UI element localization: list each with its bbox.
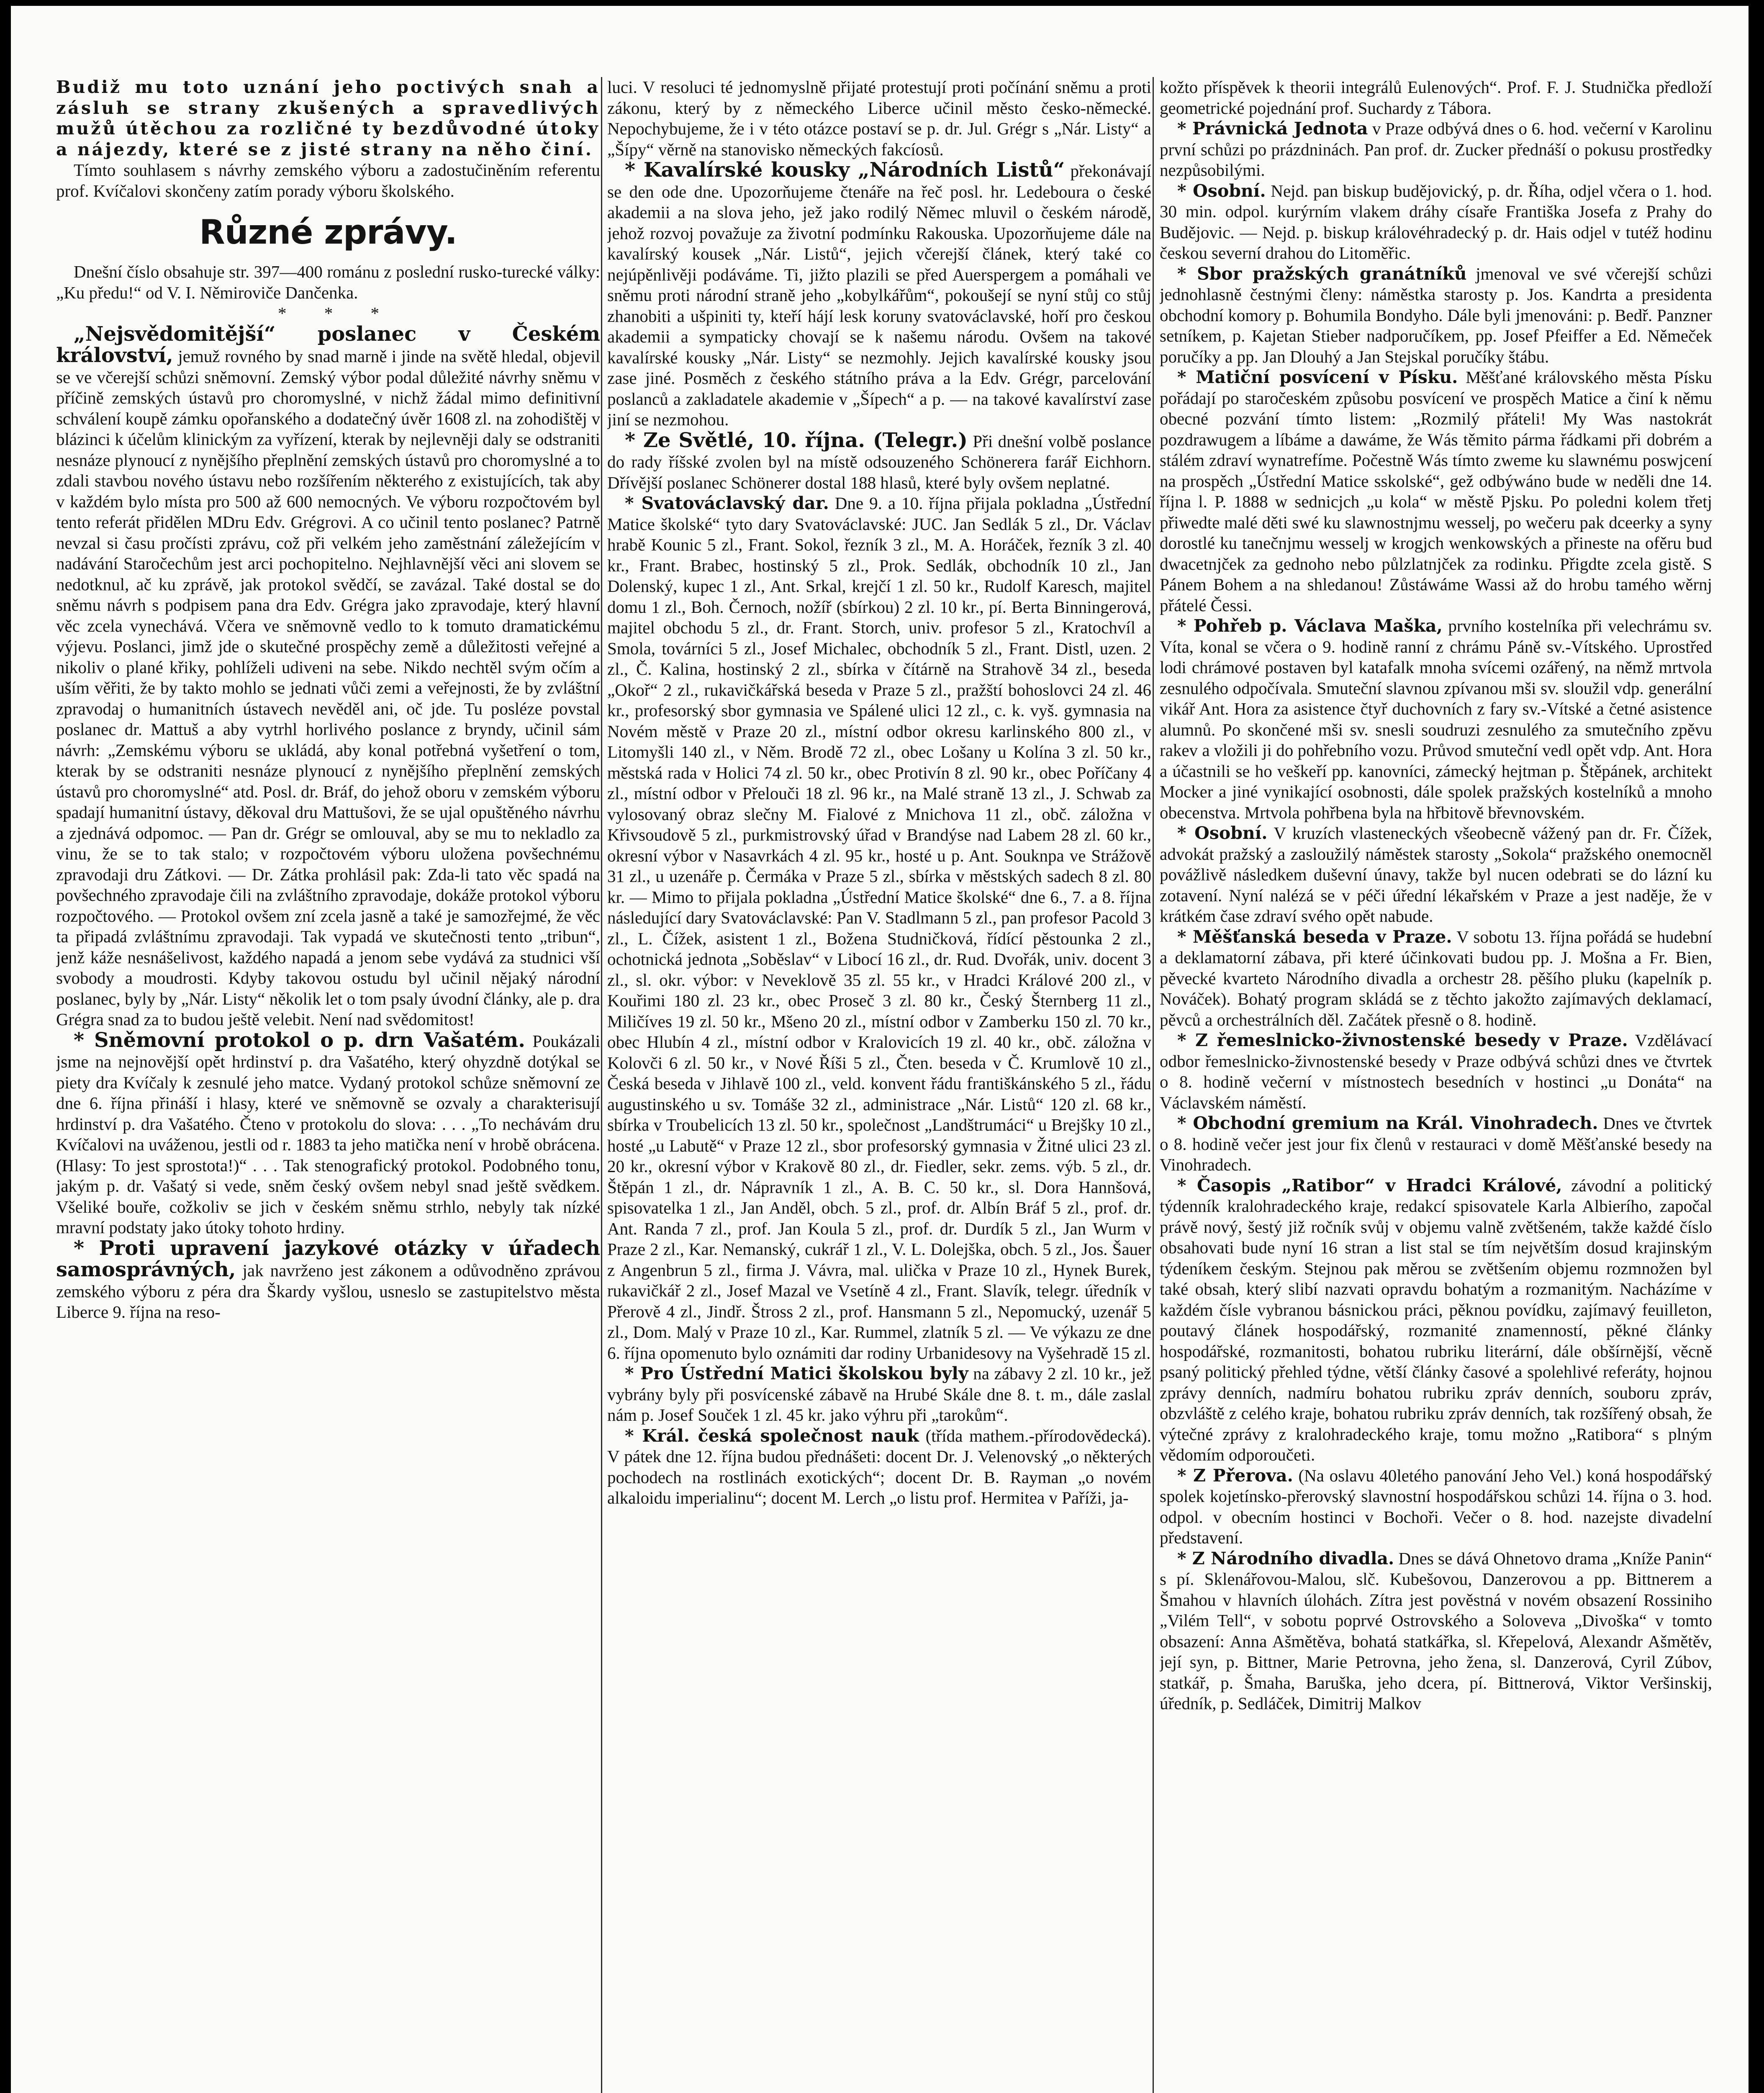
section-heading: Různé zprávy. xyxy=(199,213,457,252)
article-body: Poukázali jsme na nejnovější opět hrdinství p. dra Vašatého, který ohyzdně dotýkal se piety dra Kvíčaly k zesnulé jeho matce. Vydaný protokol schůze sněmovní ze dne 6. října přináší i hlasy, které ve sněmovně se ozvaly a charakterisují hrdinství p. dra Vašatého. Čteno v protokolu do slova: . . . „To nechávám dru Kvíčalovi na uváženou, jestli od r. 1883 ta jeho matička není v hrobě obrácena. (Hlasy: To jest sprostota!)“ . . . Tak stenografický protokol. Podobného tonu, jakým p. dr. Vašatý si vede, sněm český ovšem nebyl snad ještě svědkem. Všeliké bouře, cožkoliv se jich v českém sněmu strhlo, nebyly tak nízké mravní podstaty jako útoky tohoto hrdiny. xyxy=(56,1031,600,1237)
today-notice: Dnešní číslo obsahuje str. 397—400 románu z poslední rusko-turecké války: „Ku předu!“ od V. I. Němiroviče Dančenka. xyxy=(56,262,600,302)
article-national-theatre: * Z Národního divadla. Dnes se dává Ohnetovo drama „Kníže Panin“ s pí. Sklenářovou-Malou, slč. Kubešovou, Danzerovou a pp. Bittnerem a Šmahou v hlavních úlohách. Zítra jest pověstná v novém obsazení Rossiniho „Vilém Tell“, v sobotu poprvé Ostrovského a Soloveva „Divoška“ v tomto obsazení: Anna Ašmětěva, bohatá statkářka, sl. Křepelová, Alexandr Ašmětěv, její syn, p. Bittner, Marie Petrovna, jeho žena, sl. Danzerová, Cyril Zúbov, statkář, p. Šmaha, Baruška, jeho dcera, pí. Bittnerová, Viktor Veršinskij, úředník, p. Sedláček, Dimitrij Malkov xyxy=(1160,1548,1712,1713)
article-continuation: luci. V resoluci té jednomyslně přijaté protestují proti počínání sněmu a proti zákonu, který by z německého Liberce učinil město česko-německé. Nepochybujeme, že i v této otázce postaví se p. dr. Jul. Grégr s „Nár. Listy“ a „Šípy“ věrně na stanovisko německých fakcíosů. xyxy=(607,77,1151,159)
column-rule xyxy=(601,77,602,2093)
article-grenadiers: * Sbor pražských granátníků jmenoval ve své včerejší schůzi jednohlasně čestnými členy: náměstka starosty p. Jos. Kandrta a presidenta obchodní komory p. Bohumila Bondyho. Dále byli jmenováni: p. Bedř. Panzner setníkem, p. Kajetan Stieber nadporučíkem, pp. Josef Pfeiffer a Ed. Němeček poručíky a pp. Jan Dlouhý a Jan Stejskal poručíky štábu. xyxy=(1160,263,1712,366)
article-intro: Budiž mu toto uznání jeho poctivých snah a zásluh se strany zkušených a spravedlivých mužů útěchou za rozličné ty bezdůvodné útoky a nájezdy, které se z jisté strany na něho činí. xyxy=(56,77,600,159)
article-body: Při dnešní volbě poslance do rady říšské zvolen byl na místě odsouzeného Schönerera farář Eichhorn. Dřívější poslanec Schönerer dostal 188 hlasů, které byly ovšem neplatné. xyxy=(607,431,1151,492)
article-body: jemuž rovného by snad marně i jinde na světě hledal, objevil se ve včerejší schůzi sněmovní. Zemský výbor podal důležité návrhy sněmu v příčině zemských ústavů pro choromyslné, v nichž žádal mimo definitivní schválení koupě zámku opořanského a dodatečný úvěr 1608 zl. na zohodištěj v blázinci k účelům klinickým za vyřízení, kterak by nejlevněji daly se odstraniti nesnáze plynoucí z nynějšího přeplnění zemských ústavů pro choromyslné a to zdali stavbou nového ústavu nebo rozšířením některého z existujících, tak aby v každém bylo místa pro 500 až 600 nemocných. Ve výboru rozpočtovém byl tento referát přidělen MDru Edv. Grégrovi. A co učinil tento poslanec? Patrně nevzal si času pročísti zprávu, což při velkém jeho zaměstnání záležejícím v nadávání Staročechům jest arci pochopitelno. Nejhlavnější věci ani slovem se nedotknul, ač ku zprávě, jak protokol svědčí, se zavázal. Také dostal se do sněmu návrh s podpisem pana dra Edv. Grégra jako zpravodaje, který hlavní věc zcela vynechává. Včera ve sněmovně vedlo to k tomuto dramatickému výjevu. Poslanci, jimž jde o skutečné prospěchy země a důležitosti veřejné a nikoliv o plané křiky, pohlíželi udiveni na sebe. Nikdo nechtěl svým očím a uším věřiti, že by takto mohlo se jednati vůči zemi a veřejnosti, že by zvláštní zpravodaj o humanitních ústavech nevěděl ani, oč jde. Tu posléze povstal poslanec dr. Mattuš a aby vytrhl horlivého poslance z bryndy, učinil sám návrh: „Zemskému výboru se ukládá, aby konal potřebná vyšetření o tom, kterak by se odstraniti nesnáze plynoucí z nynějšího přeplnění zemských ústavů pro choromyslné“ atd. Posl. dr. Bráf, do jehož oboru v zemském výboru spadají humanitní ústavy, děkoval dru Mattušovi, že se ujal opuštěného návrhu a zjednává odpomoc. — Pan dr. Grégr se omlouval, aby se mu to nekladlo za vinu, že se to tak stalo; v rozpočtovém výboru uložena povšechnému zpravodaji dru Zátkovi. — Dr. Zátka prohlásil pak: Zda-li tato věc spadá na povšechného zpravodaje čili na zvláštního zpravodaje, dokáže protokol výboru rozpočtového. — Protokol ovšem zní zcela jasně a také je samozřejmé, že věc ta připadá zvláštnímu zpravodaji. Tak vypadá ve skutečnosti tento „tribun“, jenž káže nesnášelivost, každého napadá a jenom sebe vydává za studnici vší svobody a moudrosti. Kdyby takovou ostudu byl učinil nějaký národní poslanec, byly by „Nár. Listy“ několik let o tom psaly úvodní články, ale p. dra Grégra snad za to budou ještě velebit. Není nad svědomitost! xyxy=(56,347,600,1029)
article-svetla xyxy=(607,430,1151,494)
article-personal: * Osobní. Nejd. pan biskup budějovický, p. dr. Říha, odjel včera o 1. hod. 30 min. odpol. kurýrním vlakem dráhy císaře Františka Josefa z Prahy do Budějovic. — Nejd. p. biskup královéhradecký p. dr. Hais odjel v tutéž hodinu českou severní drahou do Litoměřic. xyxy=(1160,180,1712,262)
article-trade-guild: * Obchodní gremium na Král. Vinohradech. Dnes ve čtvrtek o 8. hodině večer jest jour fix členů v restauraci v domě Měšťanské besedy na Vinohradech. xyxy=(1160,1113,1712,1174)
article-title: * Proti upravení jazykové otázky v úřadech samosprávných, xyxy=(56,1236,600,1281)
article-legal-union: * Právnická Jednota v Praze odbývá dnes o 6. hod. večerní v Karolinu první schůzi po prázdninách. Pan prof. dr. Zucker přednáší o pokusu prostředky nezpůsobilými. xyxy=(1160,118,1712,180)
article-body: překonávají se den ode dne. Upozorňujeme čtenáře na řeč posl. hr. Ledeboura o české akademii a na slova jeho, jež jako rodilý Němec mluvil o českém národě, jehož rozvoj považuje za životní podmínku Rakouska. Upozorňujeme dále na kavalírský kousek „Nár. Listů“, jejich včerejší článek, který také co nejúpěnlivěji podáváme. Ti, jižto plazili se před Auerspergem a pomáhali ve sněmu proti národní straně jeho „kobylkářům“, pokoušejí se nyní stůj co stůj zhanobiti a ušpiniti ty, kteří hájí lesk koruny svatováclavské, hoří pro českou akademii a sympaticky chovají se k našemu národu. Ovšem na takové kavalírské kousky „Nár. Listy“ se nezmohly. Jejich kavalírské kousky jsou zase jiné. Posměch z českého státního práva a la Edv. Grégr, parcelování poslanců a zakladatele akademie v „Šípech“ a p. — na takové kavalírství zase jiní se nezmohou. xyxy=(607,161,1151,429)
article-burgher-club: * Měšťanská beseda v Praze. V sobotu 13. října pořádá se hudební a deklamatorní zábava, při které účinkovati budou pp. J. Mošna a Fr. Bien, pěvecké kvarteto Národního divadla a orchestr 28. pěšího pluku (kapelník p. Nováček). Bohatý program skládá se z těchto jakožto zajímavých deklamací, pěvců a orchestrálních děl. Začátek přesně o 8. hodině. xyxy=(1160,926,1712,1029)
article-wenceslas-gift xyxy=(607,493,1151,1363)
column-left xyxy=(56,77,600,2093)
article-title: * Král. česká společnost nauk xyxy=(625,1425,919,1446)
article-cavalier-pieces xyxy=(607,160,1151,430)
section-stars: * * * xyxy=(278,303,396,323)
article-body: (třída mathem.-přírodovědecká). V pátek dne 12. října budou přednášeti: docent Dr. J. Velenovský „o některých pochodech na rostlinách exotických“; docent Dr. B. Rayman „o novém alkaloidu imperialinu“; docent M. Lerch „o listu prof. Hermitea v Paříži, ja- xyxy=(607,1426,1151,1507)
article-prerov: * Z Přerova. (Na oslavu 40letého panování Jeho Vel.) koná hospodářský spolek kojetínsko-přerovský slavnostní hospodářskou schůzi 14. října o 3. hod. odpol. v obecním hostinci v Bochoři. Večer o 8. hod. nazejste divadelní představení. xyxy=(1160,1465,1712,1547)
article-craftsmen-club: * Z řemeslnicko-živnostenské besedy v Praze. Vzdělávací odbor řemeslnicko-živnostenské besedy v Praze odbývá schůzi dnes ve čtvrtek o 8. hodině večerní v místnostech besedních v hostinci „u Donáta“ na Václavském náměstí. xyxy=(1160,1030,1712,1112)
article-language-question xyxy=(56,1238,600,1323)
newspaper-page xyxy=(11,6,1749,2093)
article-title: * Kavalírské kousky „Národních Listů“ xyxy=(625,158,1065,182)
article-body: na zábavy 2 zl. 10 kr., jež vybrány byly při posvícenské zábavě na Hrubé Skále dne 8. t. m., dále zaslal nám p. Josef Souček 1 zl. 45 kr. jako výhru při „tarokům“. xyxy=(607,1364,1151,1424)
article-school-board: Tímto souhlasem s návrhy zemského výboru a zadostučiněním referentu prof. Kvíčalovi skončeny zatím porady výboru školského. xyxy=(56,160,600,201)
article-title: * Sněmovní protokol o p. drn Vašatém. xyxy=(74,1028,525,1052)
article-continuation: kožto příspěvek k theorii integrálů Eulenových“. Prof. F. J. Studnička předloží geometrické pojednání prof. Suchardy z Tábora. xyxy=(1160,77,1712,118)
article-title: * Svatováclavský dar. xyxy=(625,493,829,513)
column-middle xyxy=(607,77,1151,2093)
article-matice-donation xyxy=(607,1363,1151,1426)
article-royal-society xyxy=(607,1426,1151,1509)
article-title: „Nejsvědomitější“ poslanec v Českém království, xyxy=(56,322,600,367)
article-title: * Ze Světlé, 10. října. (Telegr.) xyxy=(625,428,968,452)
article-title: * Pro Ústřední Matici školskou byly xyxy=(625,1363,968,1383)
article-funeral: * Pohřeb p. Václava Maška, prvního kostelníka při velechrámu sv. Víta, konal se včera o 9. hodině ranní z chrámu Páně sv.-Vítského. Uprostřed lodi chrámové postaven byl katafalk mnoha svícemi ozářený, na němž mrtvola zesnulého odpočívala. Smuteční slavnou zpívanou mši sv. sloužil vdp. generální vikář Ant. Hora za asistence čtyř duchovních z fary sv.-Vítské a četné asistence alumnů. Po skončené mši sv. snesli soudruzi zesnulého za smutečního zpěvu rakev a vložili ji do pohřebního vozu. Průvod smuteční vedl opět vdp. Ant. Hora a účastnili se ho veškeří pp. kanovníci, zámecký hejtman p. Štěpánek, architekt Mocker a jiné vynikající osobnosti, dále spolek pražských kostelníků a mnoho obecenstva. Mrtvola pohřbena byla na hřbitově břevnovském. xyxy=(1160,616,1712,822)
article-body: Dne 9. a 10. října přijala pokladna „Ústřední Matice školské“ tyto dary Svatováclavské: JUC. Jan Sedlák 5 zl., Dr. Václav hrabě Kounic 5 zl., Frant. Sokol, řezník 3 zl., M. A. Horáček, řezník 3 zl. 40 kr., Frant. Brabec, hostinský 5 zl., Prok. Sedlák, obchodník 10 zl., Jan Dolenský, kupec 1 zl., Ant. Srkal, krejčí 1 zl. 50 kr., Rudolf Karesch, majitel domu 1 zl., Boh. Černoch, nožíř (sbírkou) 2 zl. 10 kr., pí. Berta Binningerová, majitel obchodu 5 zl., dr. Frant. Storch, univ. profesor 5 zl., Kratochvíl a Smola, továrníci 5 zl., Josef Michalec, obchodník 5 zl., Frant. Distl, uzen. 2 zl., Č. Kalina, hostinský 2 zl., sbírka v čítárně na Strahově 34 zl., beseda „Okoř“ 2 zl., rukavičkářská beseda v Praze 5 zl., pražští bohoslovci 24 zl. 46 kr., profesorský sbor gymnasia ve Spálené ulici 12 zl., c. k. vyš. gymnasia na Novém městě v Praze 20 zl., místní odbor okresu karlinského 800 zl., v Litomyšli 140 zl., v Něm. Brodě 72 zl., obec Lošany u Kolína 3 zl. 50 kr., městská rada v Holici 74 zl. 50 kr., obec Protivín 8 zl. 90 kr., obec Poříčany 4 zl., místní odbor v Přelouči 18 zl. 96 kr., na Malé straně 13 zl., J. Schwab za vylosovaný obraz slečny M. Fialové z Mnichova 11 zl., obč. záložna v Křivsoudově 5 zl., purkmistrovský úřad v Brandýse nad Labem 28 zl. 60 kr., okresní výbor v Nasavrkách 4 zl. 95 kr., hosté u p. Ant. Souknpa ve Strážově 31 zl., u uzenáře p. Čermáka v Praze 5 zl., sbírka v městských sadech 8 zl. 80 kr. — Mimo to přijala pokladna „Ústřední Matice školské“ dne 6., 7. a 8. října následující dary Svatováclavské: Pan V. Stadlmann 5 zl., pan profesor Pacold 3 zl., L. Čížek, asistent 1 zl., Božena Studničková, řídící pěstounka 2 zl., ochotnická jednota „Soběslav“ v Libocí 16 zl., dr. Rud. Dvořák, univ. docent 3 zl., sl. okr. výbor: v Neveklově 35 zl. 55 kr., v Hradci Králové 200 zl., v Kouřimi 180 zl. 23 kr., obec Proseč 3 zl. 80 kr., Český Šternberg 11 zl., Miličíves 19 zl. 50 kr., Mšeno 20 zl., místní odbor v Zamberku 150 zl. 70 kr., obec Hlubín 4 zl., místní odbor v Kralovicích 19 zl. 40 kr., obč. záložna v Kolovči 6 zl. 50 kr., v Nové Říši 5 zl., Čten. beseda v Č. Krumlově 10 zl., Česká beseda v Jihlavě 100 zl., veld. konvent řádu františkánského 5 zl., řádu augustinského u sv. Tomáše 32 zl., administrace „Nár. Listů“ 120 zl. 68 kr., sbírka v Troubelicích 13 zl. 50 kr., společnost „Landštrumáci“ u Brejšky 10 zl., hosté „u Labutě“ v Praze 12 zl., sbor profesorský gymnasia v Žitné ulici 23 zl. 20 kr., okresní výbor v Krakově 80 zl., dr. Fiedler, sekr. zems. výb. 5 zl., dr. Štěpán 1 zl., dr. Nápravník 1 zl., A. B. C. 50 kr., sl. Dora Hannšová, spisovatelka 1 zl., Jan Anděl, obch. 5 zl., prof. dr. Albín Bráf 5 zl., prof. dr. Ant. Randa 7 zl., prof. Jan Koula 5 zl., prof. dr. Durdík 5 zl., Jan Wurm v Praze 2 zl., Kar. Nemanský, cukrář 1 zl., V. L. Dolejška, obch. 5 zl., Jos. Šauer z Angenbrun 5 zl., firma J. Vávra, mal. ulička v Praze 10 zl., Hynek Burek, rukavičkář 2 zl., Josef Mazal ve Vsetíně 4 zl., Frant. Slavík, telegr. úředník v Přerově 4 zl., Jindř. Štross 2 zl., prof. Hansmann 5 zl., Nepomucký, uzenář 5 zl., Dom. Malý v Praze 10 zl., Kar. Rummel, zlatník 5 zl. — Ve výkazu ze dne 6. října opomenuto bylo oznámiti dar rodiny Urbanidesovy na Vyšehradě 15 zl. xyxy=(607,494,1151,1363)
article-pisek-feast: * Matiční posvícení v Písku. Měšťané královského města Písku pořádají po staročeském způsobu posvícení ve prospěch Matice a činí k němu obecné pozvání tímto listem: „Rozmilý přáteli! My Was nastokrát pozdrawugem a líbáme a dawáme, že Wás těmito párma řádkami při dobrém a stálém zdraví wynatrefíme. Počestně Wás tímto zweme ku slawnému poswjcení na prospěch „Ústřední Matice sskolské“, gež odbýwáno bude w neděli dne 14. října l. P. 1888 w sednicjch „u kola“ w městě Pjsku. Po poledni kolem třetj přiwedte malé děti swé ku slawnostnjmu wesselj, po wečeru pak dceerky a syny dorostlé ku tanečnjmu wesselj w krogjch wenkowských a přineste na ofěru bud dwacetnjček za gednoho nebo půlzlatnjček za rodinku. Přigdte zcela gistě. S Pánem Bohem a na shledanou! Zůstáwáme Wassi až do hrobu tamého wěrnj přátelé Čessi. xyxy=(1160,367,1712,615)
article-ratibor: * Časopis „Ratibor“ v Hradci Králové, závodní a politický týdenník kralohradeckého kraje, redakcí spisovatele Karla Albierího, započal právě nový, šestý již ročník svůj v objemu valně zvětšeném, takže každé číslo obsahovati bude nyní 16 stran a list stal se tím největším dosud krajinským týdeníkem českým. Stejnou pak měrou se zvětšením objemu rozmnožen byl také obsah, který slibí nazvati opravdu bohatým a rozmanitým. Nacházíme v každém čísle vybranou básnickou práci, pěknou povídku, zajímavý feuilleton, poutavý článek hospodářský, rozmanité znamenností, pěkné články hospodářské, rozmanitosti, bohatou rubriku literární, dále obšírnější, věcně psaný politický přehled týdne, větší články časové a spolehlivé referáty, hojnou zprávy denních, nadmíru bohatou rubriku zpráv denních, souboru zpráv, obzvláště z celého kraje, bohatou rubriku zpráv denních, tak rozšířený obsah, že výtečné zprávy z kralohradeckého kraje, tomu možno „Ratibora“ s plným vědomím odporoučeti. xyxy=(1160,1175,1712,1464)
column-right xyxy=(1160,77,1712,2093)
article-body: jak navrženo jest zákonem a odůvodněno zprávou zemského výboru z péra dra Škardy vyšlou, usneslo se zastupitelstvo města Liberce 9. října na reso- xyxy=(56,1261,600,1322)
article-conscientious-deputy xyxy=(56,324,600,1030)
article-personal-2: * Osobní. V kruzích vlasteneckých všeobecně vážený pan dr. Fr. Čížek, advokát pražský a zasloužilý náměstek starosty „Sokola“ pražského onemocněl povážlivě následkem duševní únavy, takže byl nucen odebrati se do lázní ku zotavení. Nyní nalézá se v péči úřední lékařském v Praze a jest naděje, že v krátkém čase zdraví svého opět nabude. xyxy=(1160,823,1712,926)
column-rule xyxy=(1153,77,1154,2093)
article-diet-protocol xyxy=(56,1030,600,1238)
